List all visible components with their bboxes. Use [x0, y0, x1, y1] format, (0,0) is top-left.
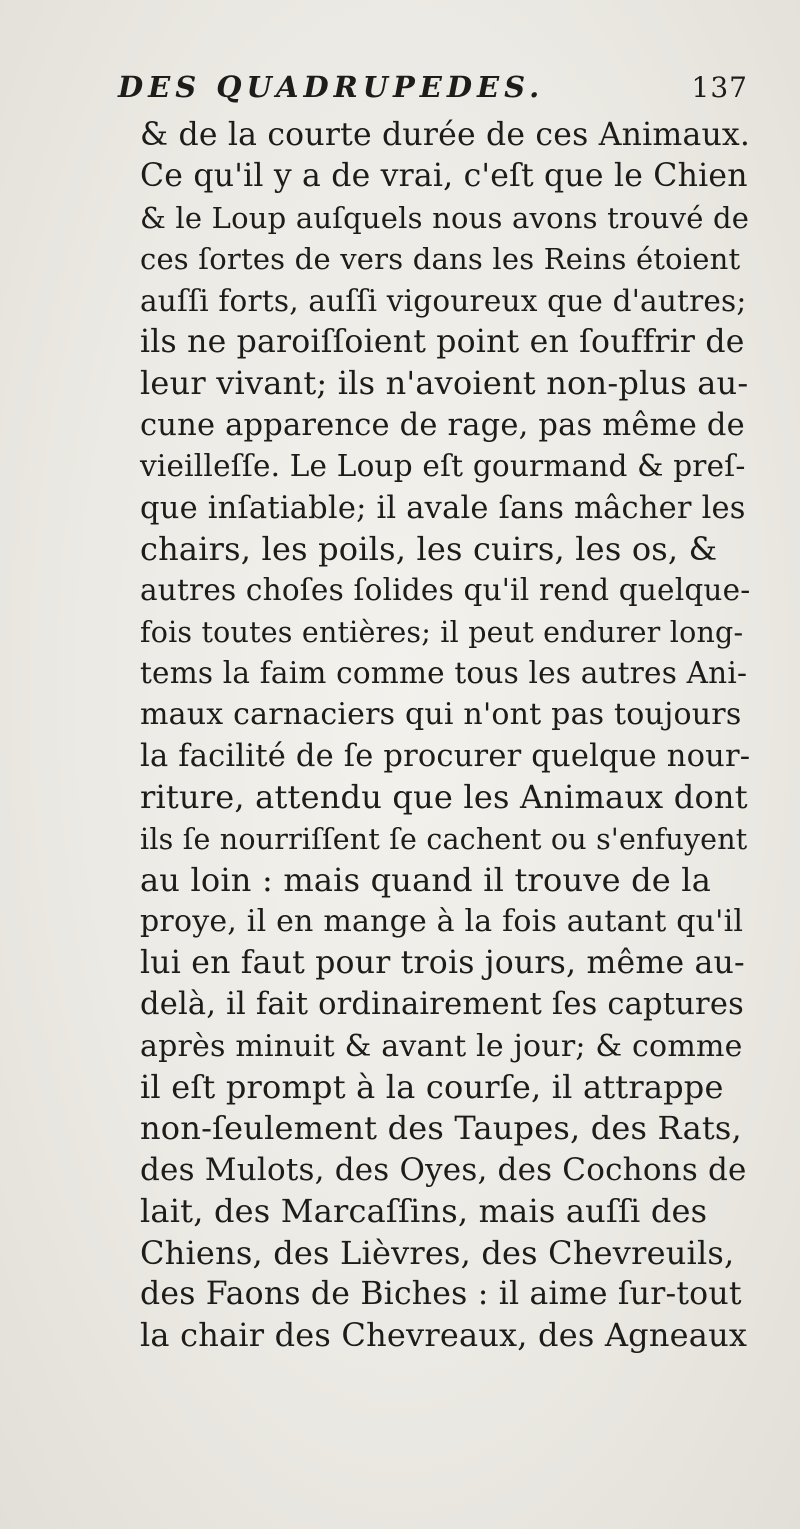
text-line: leur vivant; ils n'avoient non-plus au-: [140, 364, 749, 403]
text-line: maux carnaciers qui n'ont pas toujours: [140, 697, 742, 733]
text-line: & le Loup auſquels nous avons trouvé de: [140, 200, 750, 235]
text-line: tems la faim comme tous les autres Ani-: [140, 656, 748, 691]
text-line: autres choſes ſolides qu'il rend quelque-: [140, 573, 751, 608]
text-line: vieilleſſe. Le Loup eſt gourmand & preſ-: [140, 449, 746, 484]
text-line: & de la courte durée de ces Animaux.: [140, 117, 751, 153]
text-line: après minuit & avant le jour; & comme: [140, 1028, 743, 1064]
text-line: non-ſeulement des Taupes, des Rats,: [140, 1109, 742, 1148]
running-title: DES QUADRUPEDES.: [118, 70, 545, 104]
page-number: 137: [691, 71, 748, 104]
text-line: chairs, les poils, les cuirs, les os, &: [140, 529, 718, 568]
running-head: [118, 70, 748, 114]
text-line: Chiens, des Lièvres, des Chevreuils,: [140, 1233, 735, 1272]
text-line: au loin : mais quand il trouve de la: [140, 861, 711, 900]
text-line: ces ſortes de vers dans les Reins étoient: [140, 242, 741, 277]
text-line: lait, des Marcaſſins, mais auſſi des: [140, 1192, 708, 1231]
text-line: fois toutes entières; il peut endurer long-: [140, 615, 744, 649]
text-line: auſſi forts, auſſi vigoureux que d'autres;: [140, 283, 747, 318]
text-line: ils ne paroiſſoient point en ſouffrir de: [140, 323, 745, 360]
text-line: il eſt prompt à la courſe, il attrappe: [140, 1067, 724, 1106]
text-line: des Mulots, des Oyes, des Cochons de: [140, 1151, 747, 1188]
text-line: la facilité de ſe procurer quelque nour-: [140, 738, 751, 774]
text-line: ils ſe nourriſſent ſe cachent ou s'enfuyent: [140, 822, 748, 856]
text-line: que inſatiable; il avale ſans mâcher les: [140, 490, 746, 526]
text-line: des Faons de Biches : il aime ſur-tout: [140, 1275, 742, 1312]
text-line: lui en faut pour trois jours, même au-: [140, 944, 745, 981]
text-line: cune apparence de rage, pas même de: [140, 407, 745, 443]
text-line: la chair des Chevreaux, des Agneaux: [140, 1316, 748, 1355]
text-line: proye, il en mange à la fois autant qu'il: [140, 904, 744, 940]
text-line: riture, attendu que les Animaux dont: [140, 778, 748, 817]
body-text: [140, 115, 750, 1357]
text-line: Ce qu'il y a de vrai, c'eſt que le Chien: [140, 158, 748, 195]
text-line: delà, il fait ordinairement ſes captures: [140, 987, 744, 1023]
